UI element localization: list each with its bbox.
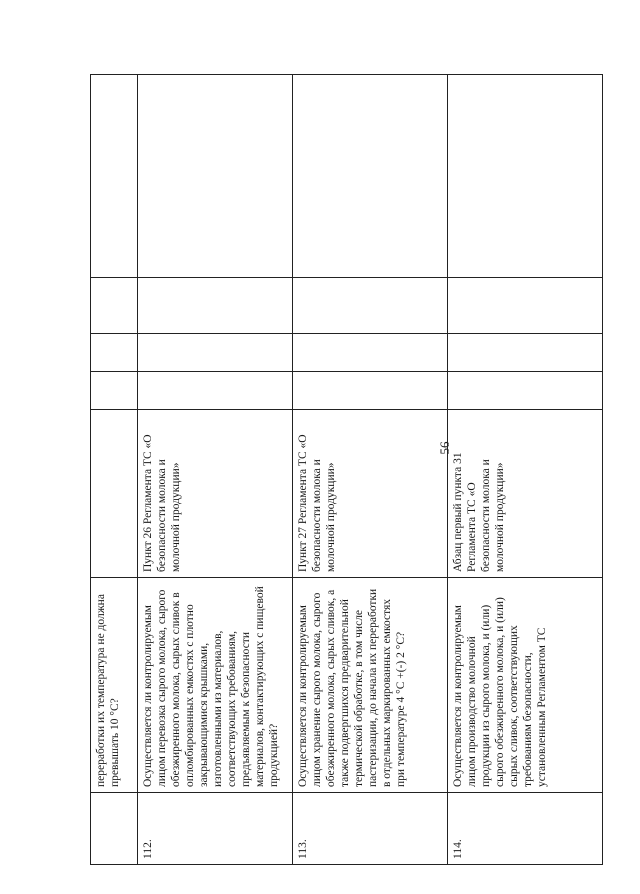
cell-reference: Пункт 27 Регламента ТС «О безопасности молока и молочной продукции» [293, 410, 448, 578]
cell-question: переработки их температура не должна превышать 10 °C? [91, 578, 138, 793]
page-number: 56 [437, 441, 452, 455]
cell-reference: Абзац первый пункта 31 Регламента ТС «О безопасности молока и молочной продукции» [448, 410, 603, 578]
table-row [91, 75, 138, 865]
cell-number: 114. [448, 793, 603, 865]
checklist-table [90, 74, 603, 865]
table-row [448, 75, 603, 865]
table-row [138, 75, 293, 865]
cell-question: Осуществляется ли контролируемым лицом хранение сырого молока, сырого обезжиренного молока, сырых сливок, а также подвергшихся предварительной термической обработке, в том числе пастеризации, до начала их переработки в отдельных маркированных емкостях при температуре 4 °C +(-) 2 °C? [293, 578, 448, 793]
cell-question: Осуществляется ли контролируемым лицом производство молочной продукции из сырого молока, и (или) сырого обезжиренного молока, и (или) сырых сливок, соответствующих требованиям безопасности, установленным Регламентом ТС [448, 578, 603, 793]
table-row [293, 75, 448, 865]
cell-reference: Пункт 26 Регламента ТС «О безопасности молока и молочной продукции» [138, 410, 293, 578]
cell-number: 112. [138, 793, 293, 865]
cell-number: 113. [293, 793, 448, 865]
checklist-table-rotated [90, 75, 595, 865]
cell-question: Осуществляется ли контролируемым лицом перевозка сырого молока, сырого обезжиренного молока, сырых сливок в опломбированных емкостях с плотно закрывающимися крышками, изготовленными из материалов, соответствующих требованиям, предъявляемым к безопасности материалов, контактирующих с пищевой продукцией? [138, 578, 293, 793]
